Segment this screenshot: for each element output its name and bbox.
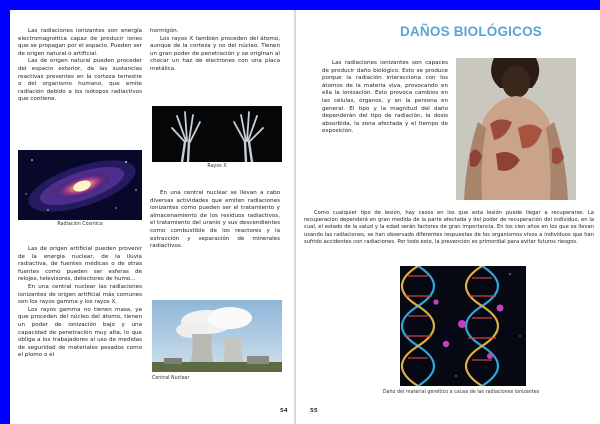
xray-caption: Rayos X: [207, 164, 227, 169]
paragraph: Las de origen natural pueden proceder del espacio exterior, de las sustancias reactivas presentes en la corteza terrestre o del organismo humano, que emite radiación debido a los isótopos radiactivos que contiene.: [18, 58, 142, 103]
paragraph: Las de origen artificial pueden provenir de la energía nuclear, de la lluvia radiactiva, de fuentes médicas o de otras fuentes como pueden ser esferas de relojes, televisores, detectores de humo...: [18, 246, 142, 283]
galaxy-caption: Radiación Cósmica: [57, 222, 103, 227]
right-page: [296, 10, 600, 424]
paragraph: En una central nuclear se llevan a cabo diversas actividades que emiten radiaciones ionizantes como pueden ser el tratamiento y almacenamiento de los residuos radiactivos, el tratamiento del uranio y sus descendientes como combustible de los reactores y la extracción y separación de minerales radiactivos.: [150, 190, 280, 250]
dna-caption: Daño del material genético a causa de las radiaciones ionizantes: [382, 390, 540, 395]
nuclear-plant-image: [152, 300, 282, 372]
paragraph: Las radiaciones ionizantes son capaces de producir daño biológico. Esto se produce porque la radiación interacciona con los átomos de la materia viva, provocando en ella la ionización. Esto provoca cambios en las células, órganos, y en la persona en general. El tipo y la magnitud del daño dependerán del tipo de radiación, la dosis absorbida, la zona afectada y el tiempo de exposición.: [322, 60, 448, 135]
paragraph: Los rayos gamma no tienen masa, ya que proceden del núcleo del átomo, tienen un poder de ionización bajo y una capacidad de penetración muy alta, lo que obliga a los trabajadores al uso de medidas de seguridad de materiales pesados como el plomo o el: [18, 306, 142, 359]
paragraph: Como cualquier tipo de lesión, hay casos en los que esta lesión puede llegar a recuperarse. La recuperación dependerá en gran medida de la parte afectada y del poder de recuperación del individuo, en la cual, el estado de la salud y la edad serán factores de gran importancia. En los cien años en los que se llevan usando las radiaciones, se han observado diferentes respuestas de los organismos vivos a individuos que han sufrido accidentes con radiaciones. Por todo esto, la prevención es primordial para evitar futuros riesgos.: [304, 210, 594, 245]
xray-hands-image: [152, 106, 282, 162]
right-column-text-top: [150, 28, 280, 74]
page-number-right: 55: [310, 408, 318, 414]
plant-caption: Central Nuclear: [152, 376, 190, 381]
page-title: DAÑOS BIOLÓGICOS: [400, 24, 542, 39]
intro-text: [322, 60, 448, 136]
recovery-text: [304, 210, 594, 246]
burned-back-photo: [456, 58, 576, 200]
left-page: [10, 10, 294, 424]
page-number-left: 54: [280, 408, 288, 414]
paragraph: hormigón.: [150, 28, 179, 34]
right-column-text-bottom: [150, 190, 280, 251]
galaxy-image: [18, 150, 142, 220]
left-column-text-top: [18, 28, 142, 104]
left-column-text-bottom: [18, 246, 142, 360]
paragraph: Las radiaciones ionizantes son energía electromagnética capaz de producir iones que se propagan por el espacio. Pueden ser de origen natural o artificial.: [18, 28, 142, 57]
dna-damage-image: [400, 266, 526, 386]
paragraph: En una central nuclear las radiaciones ionizantes de origen artificial más comunes son los rayos gamma y los rayos X.: [18, 283, 142, 306]
paragraph: Los rayos X también proceden del átomo, aunque de la corteza y no del núcleo. Tienen un gran poder de penetración y se originan al chocar un haz de electrones con una placa metálica.: [150, 35, 280, 72]
